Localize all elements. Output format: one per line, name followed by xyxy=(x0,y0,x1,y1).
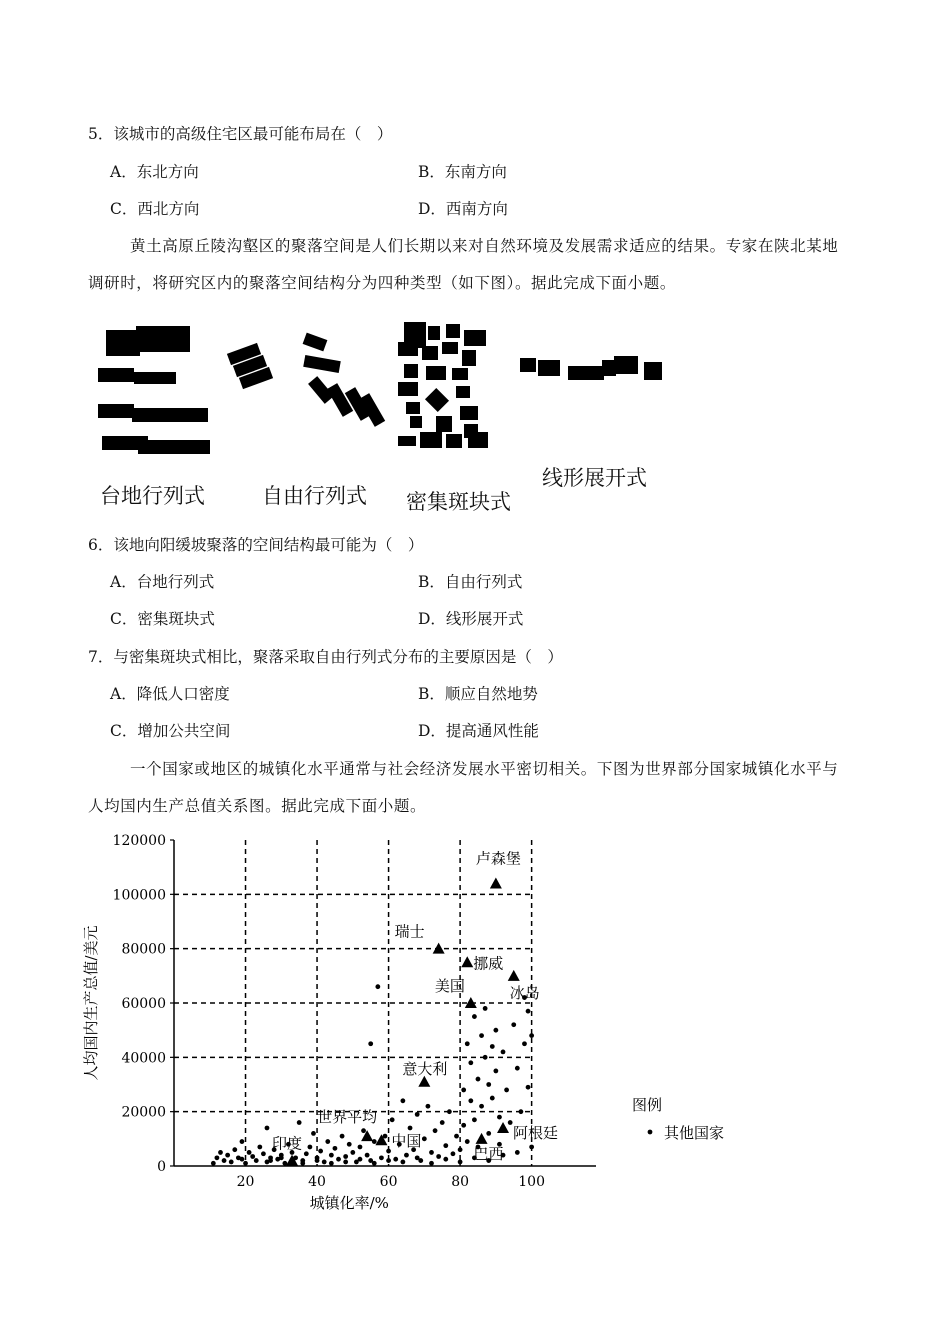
x-tick-label: 100 xyxy=(518,1174,545,1190)
country-marker xyxy=(508,970,520,981)
q7-stem: 7．与密集斑块式相比，聚落采取自由行列式分布的主要原因是（ ） xyxy=(88,648,563,666)
label-linear-spread: 线形展开式 xyxy=(542,466,647,490)
other-country-point xyxy=(483,1006,488,1011)
other-country-point xyxy=(472,1014,477,1019)
country-label: 巴西 xyxy=(473,1144,504,1163)
other-country-point xyxy=(493,1028,498,1033)
other-country-point xyxy=(257,1145,262,1150)
other-country-point xyxy=(433,1128,438,1133)
other-country-point xyxy=(461,1088,466,1093)
other-country-point xyxy=(297,1120,302,1125)
other-country-point xyxy=(222,1158,227,1163)
q6-stem: 6．该地向阳缓坡聚落的空间结构最可能为（ ） xyxy=(88,536,424,554)
other-country-point xyxy=(490,1096,495,1101)
other-country-point xyxy=(415,1112,420,1117)
country-label: 美国 xyxy=(434,977,465,995)
country-label: 中国 xyxy=(391,1132,422,1151)
other-country-point xyxy=(458,1147,463,1152)
q5-option-c[interactable]: C．西北方向 xyxy=(110,200,200,218)
other-country-point xyxy=(400,1160,405,1165)
other-country-point xyxy=(240,1139,245,1144)
y-tick-label: 40000 xyxy=(121,1050,166,1067)
other-country-point xyxy=(465,1041,470,1046)
q6-option-a[interactable]: A．台地行列式 xyxy=(110,573,215,591)
other-country-point xyxy=(404,1153,409,1158)
other-country-point xyxy=(372,1161,377,1166)
q6-option-d[interactable]: D．线形展开式 xyxy=(418,610,524,628)
other-country-point xyxy=(429,1150,434,1155)
other-country-point xyxy=(300,1161,305,1166)
country-label: 意大利 xyxy=(402,1059,448,1078)
other-country-point xyxy=(343,1154,348,1159)
other-country-point xyxy=(465,1139,470,1144)
other-country-point xyxy=(501,1050,506,1055)
pattern-free-row xyxy=(227,333,385,427)
other-country-point xyxy=(518,1109,523,1114)
other-country-point xyxy=(436,1154,441,1159)
q5-option-b[interactable]: B．东南方向 xyxy=(418,163,507,181)
q7-option-b[interactable]: B．顺应自然地势 xyxy=(418,685,538,703)
other-country-point xyxy=(343,1160,348,1165)
other-country-point xyxy=(372,1139,377,1144)
passage1-line2: 调研时，将研究区内的聚落空间结构分为四种类型（如下图）。据此完成下面小题。 xyxy=(88,274,676,292)
other-country-point xyxy=(254,1158,259,1163)
settlement-pattern-figure xyxy=(92,316,672,516)
q5-option-a[interactable]: A．东北方向 xyxy=(110,163,199,181)
y-tick-label: 0 xyxy=(157,1159,166,1175)
other-country-point xyxy=(261,1151,266,1156)
other-country-point xyxy=(322,1160,327,1165)
other-country-point xyxy=(422,1136,427,1141)
other-country-point xyxy=(443,1143,448,1148)
pattern-linear-spread xyxy=(520,356,662,380)
other-country-point xyxy=(311,1131,316,1136)
y-tick-label: 100000 xyxy=(112,887,166,904)
other-country-point xyxy=(479,1104,484,1109)
x-tick-label: 40 xyxy=(308,1174,326,1190)
pattern-dense-patch xyxy=(398,322,488,448)
country-marker xyxy=(433,943,445,954)
other-country-point xyxy=(522,1041,527,1046)
other-country-point xyxy=(350,1150,355,1155)
other-country-point xyxy=(426,1104,431,1109)
other-country-point xyxy=(279,1155,284,1160)
other-country-point xyxy=(393,1157,398,1162)
label-terrace-row: 台地行列式 xyxy=(100,484,205,508)
other-country-point xyxy=(243,1161,248,1166)
other-country-point xyxy=(451,1151,456,1156)
other-country-point xyxy=(211,1161,216,1166)
other-country-point xyxy=(468,1060,473,1065)
other-country-point xyxy=(375,984,380,989)
other-country-point xyxy=(315,1158,320,1163)
other-country-point xyxy=(454,1134,459,1139)
country-marker xyxy=(497,1122,509,1133)
other-country-point xyxy=(390,1117,395,1122)
passage2-line1: 一个国家或地区的城镇化水平通常与社会经济发展水平密切相关。下图为世界部分国家城镇化水平与 xyxy=(130,760,839,778)
passage1-line1: 黄土高原丘陵沟壑区的聚落空间是人们长期以来对自然环境及发展需求适应的结果。专家在陕北某地 xyxy=(130,237,839,255)
passage2-line2: 人均国内生产总值关系图。据此完成下面小题。 xyxy=(88,797,427,815)
other-country-point xyxy=(526,1009,531,1014)
other-country-point xyxy=(440,1120,445,1125)
other-country-point xyxy=(325,1139,330,1144)
y-axis-label: 人均国内生产总值/美元 xyxy=(82,925,100,1081)
other-country-point xyxy=(526,1085,531,1090)
other-country-point xyxy=(490,1044,495,1049)
country-marker xyxy=(476,1133,488,1144)
other-country-point xyxy=(229,1160,234,1165)
other-country-point xyxy=(472,1117,477,1122)
other-country-point xyxy=(486,1082,491,1087)
other-country-point xyxy=(318,1149,323,1154)
other-country-point xyxy=(508,1120,513,1125)
q6-option-b[interactable]: B．自由行列式 xyxy=(418,573,523,591)
other-country-point xyxy=(400,1098,405,1103)
other-country-point xyxy=(247,1150,252,1155)
other-country-point xyxy=(336,1157,341,1162)
other-country-point xyxy=(443,1157,448,1162)
other-country-point xyxy=(461,1123,466,1128)
other-country-point xyxy=(386,1149,391,1154)
other-country-point xyxy=(386,1158,391,1163)
other-country-point xyxy=(218,1150,223,1155)
other-country-point xyxy=(497,1115,502,1120)
country-label: 阿根廷 xyxy=(513,1123,559,1142)
other-country-point xyxy=(250,1154,255,1159)
other-country-point xyxy=(365,1153,370,1158)
country-label: 瑞士 xyxy=(394,922,425,941)
other-country-point xyxy=(483,1055,488,1060)
other-country-point xyxy=(265,1126,270,1131)
other-country-point xyxy=(361,1128,366,1133)
other-country-point xyxy=(358,1145,363,1150)
other-country-point xyxy=(329,1153,334,1158)
other-country-point xyxy=(304,1151,309,1156)
legend-marker xyxy=(648,1130,653,1135)
country-label: 卢森堡 xyxy=(475,849,521,868)
urbanization-gdp-chart xyxy=(80,828,760,1218)
other-country-point xyxy=(268,1158,273,1163)
country-marker xyxy=(461,956,473,967)
other-country-point xyxy=(307,1145,312,1150)
other-country-point xyxy=(340,1134,345,1139)
other-country-point xyxy=(240,1157,245,1162)
other-country-point xyxy=(225,1153,230,1158)
other-country-point xyxy=(447,1109,452,1114)
q7-option-c[interactable]: C．增加公共空间 xyxy=(110,722,231,740)
x-axis-label: 城镇化率/% xyxy=(309,1194,389,1212)
other-country-point xyxy=(429,1161,434,1166)
other-country-point xyxy=(215,1155,220,1160)
x-tick-label: 80 xyxy=(451,1174,470,1190)
y-tick-label: 120000 xyxy=(112,833,166,849)
other-country-point xyxy=(479,1033,484,1038)
q5-stem: 5．该城市的高级住宅区最可能布局在（ ） xyxy=(88,125,393,143)
other-country-point xyxy=(504,1088,509,1093)
y-tick-label: 60000 xyxy=(121,996,166,1012)
label-dense-patch: 密集斑块式 xyxy=(406,490,511,514)
other-country-point xyxy=(408,1126,413,1131)
other-country-point xyxy=(515,1066,520,1071)
x-tick-label: 60 xyxy=(379,1174,398,1190)
q5-option-d[interactable]: D．西南方向 xyxy=(418,200,508,218)
other-country-point xyxy=(358,1157,363,1162)
other-country-point xyxy=(529,1145,534,1150)
country-label: 世界平均 xyxy=(317,1108,378,1127)
q6-option-c[interactable]: C．密集斑块式 xyxy=(110,610,215,628)
other-country-point xyxy=(415,1155,420,1160)
q7-option-a[interactable]: A．降低人口密度 xyxy=(110,685,230,703)
country-label: 冰岛 xyxy=(509,983,540,1002)
pattern-terrace-row xyxy=(98,326,210,454)
other-country-point xyxy=(529,1033,534,1038)
other-country-point xyxy=(379,1155,384,1160)
q7-option-d[interactable]: D．提高通风性能 xyxy=(418,722,539,740)
other-country-point xyxy=(458,1160,463,1165)
other-country-point xyxy=(476,1077,481,1082)
other-country-point xyxy=(493,1069,498,1074)
other-country-point xyxy=(368,1041,373,1046)
country-label: 挪威 xyxy=(473,954,504,973)
x-tick-label: 20 xyxy=(236,1174,255,1190)
country-label: 印度 xyxy=(272,1134,303,1153)
legend-item: 其他国家 xyxy=(664,1124,725,1142)
other-country-point xyxy=(468,1098,473,1103)
country-marker xyxy=(490,877,502,888)
y-tick-label: 20000 xyxy=(121,1104,166,1121)
other-country-point xyxy=(486,1131,491,1136)
other-country-point xyxy=(232,1147,237,1152)
y-tick-label: 80000 xyxy=(121,941,166,958)
other-country-point xyxy=(329,1161,334,1166)
other-country-point xyxy=(347,1142,352,1147)
other-country-point xyxy=(511,1022,516,1027)
legend-title: 图例 xyxy=(632,1096,663,1114)
other-country-point xyxy=(515,1150,520,1155)
other-country-point xyxy=(333,1146,338,1151)
label-free-row: 自由行列式 xyxy=(262,484,367,508)
scatter-plot xyxy=(80,828,760,1218)
